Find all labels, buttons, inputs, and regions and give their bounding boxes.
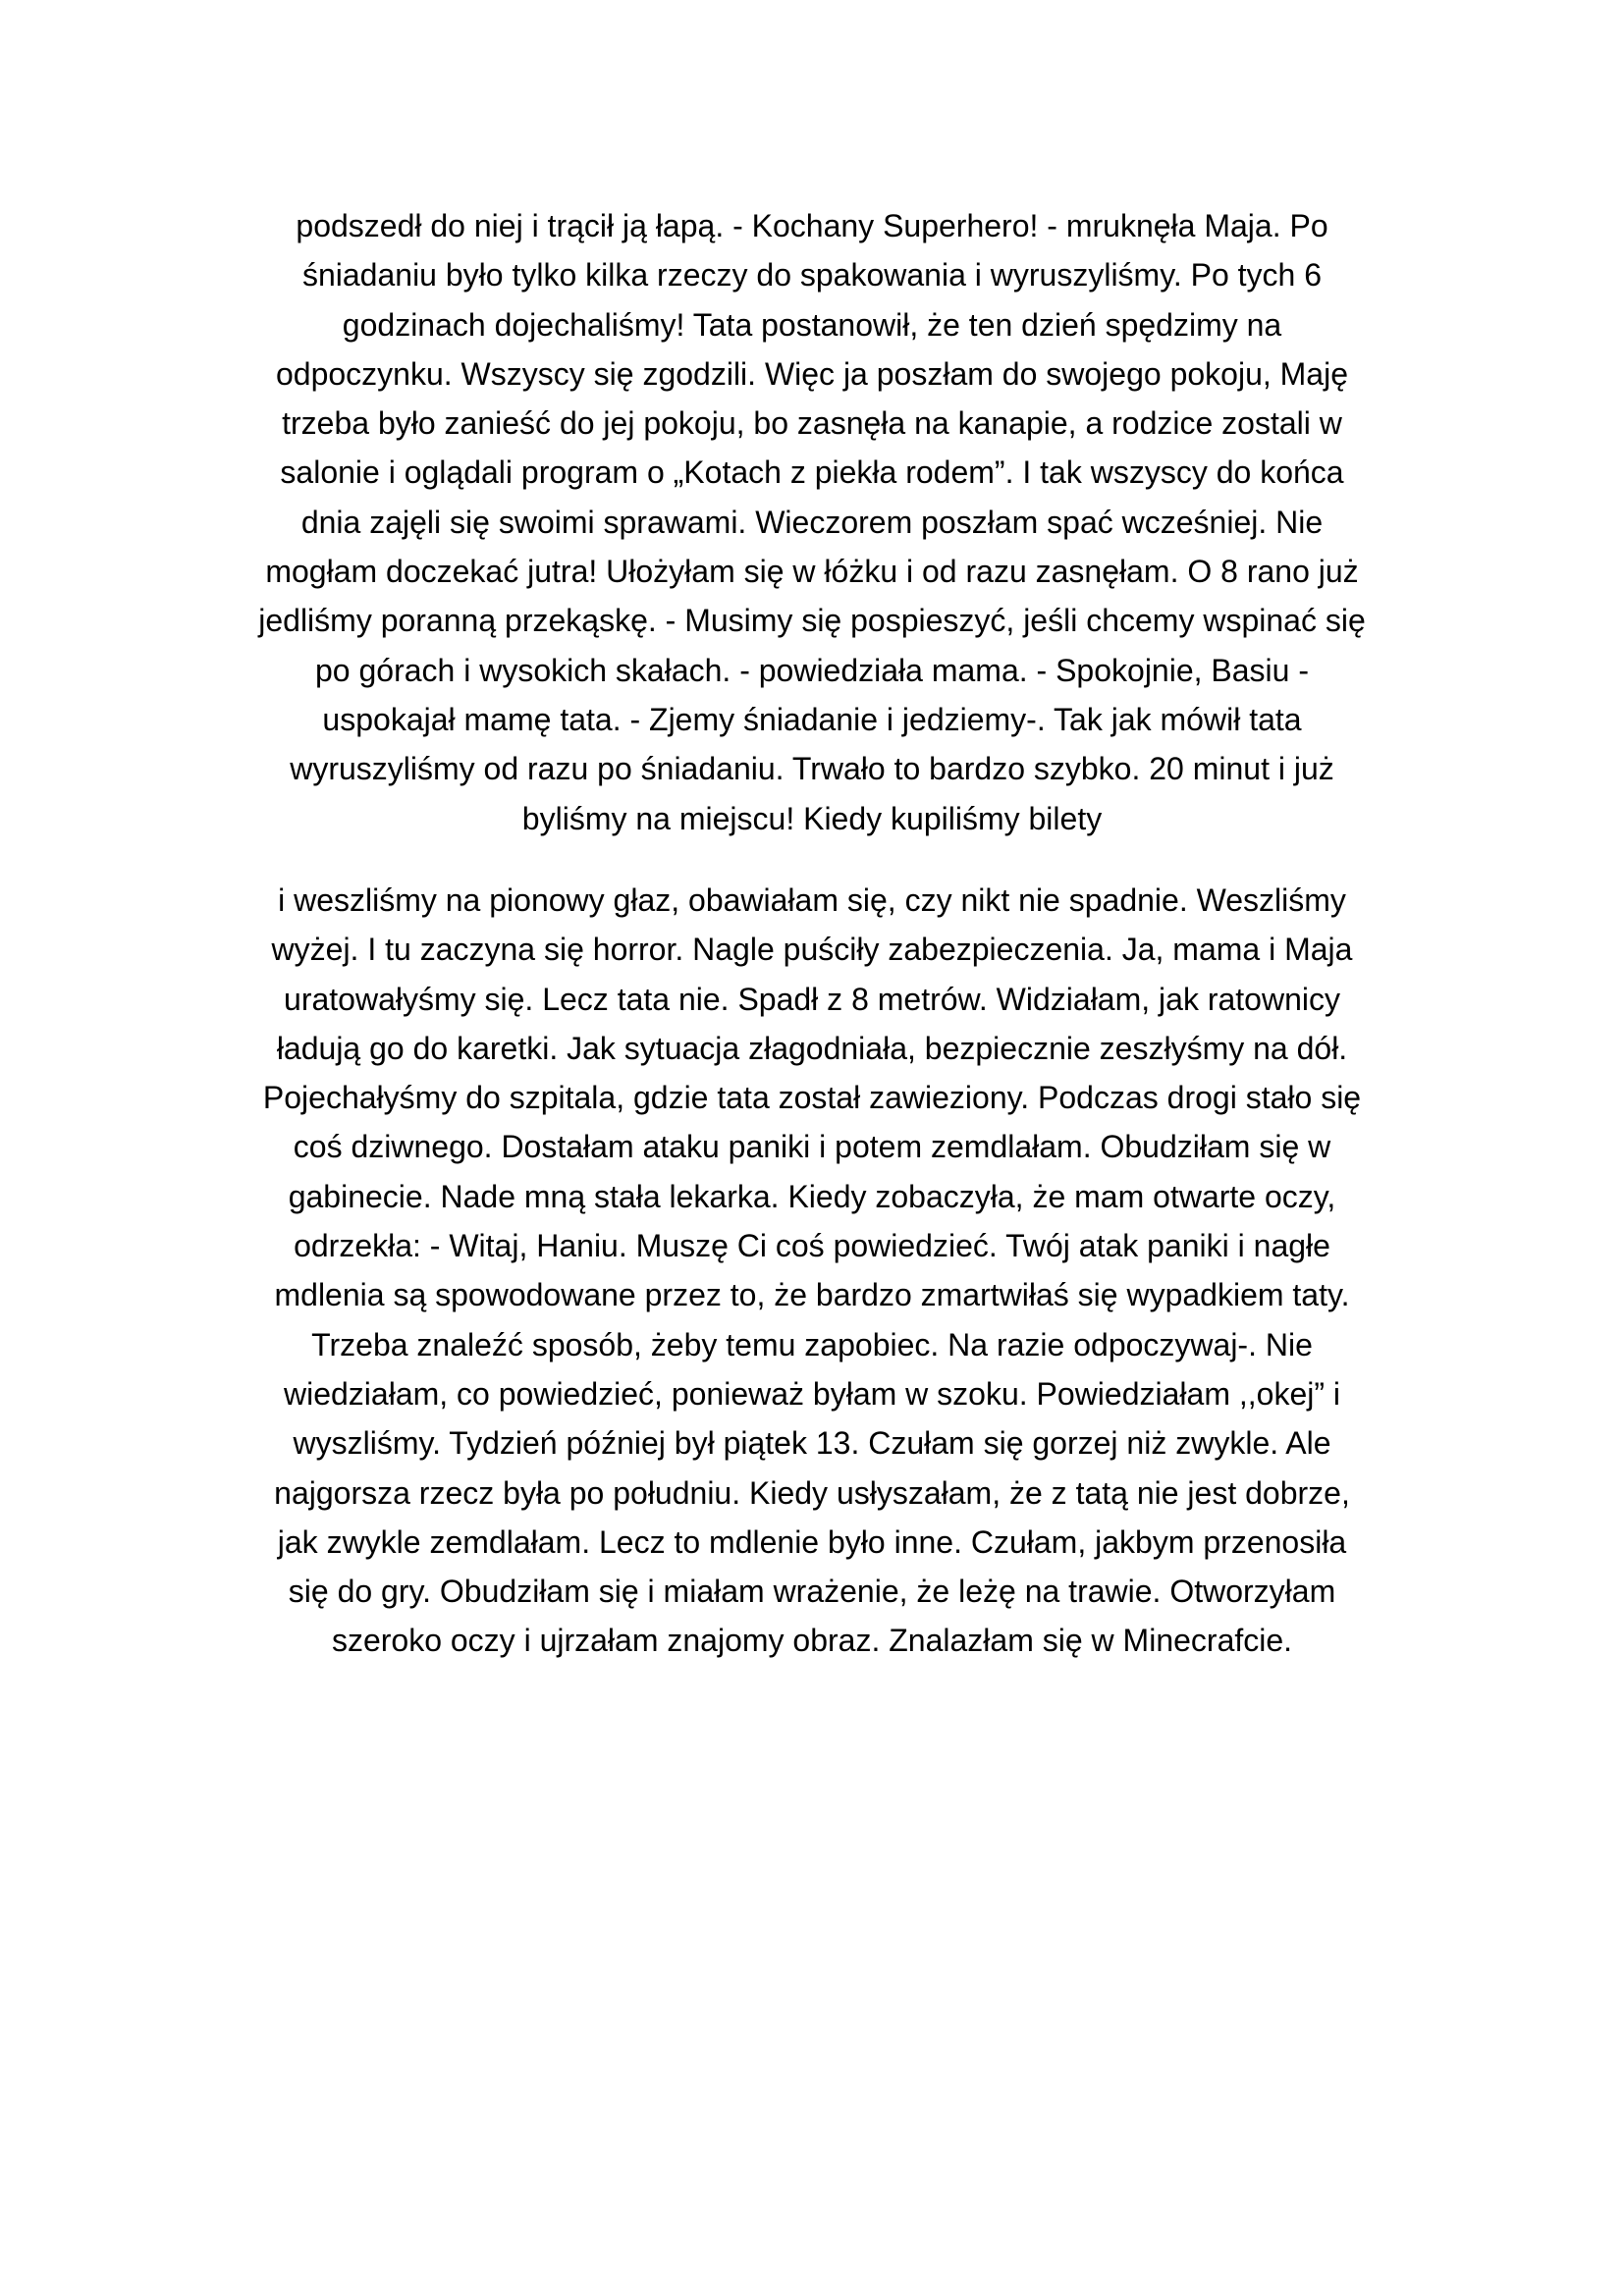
text-line: dnia zajęli się swoimi sprawami. Wieczorem poszłam spać wcześniej. Nie xyxy=(300,504,1324,540)
text-line: ładują go do karetki. Jak sytuacja złagodniała, bezpiecznie zeszłyśmy na dół. xyxy=(276,1030,1348,1066)
text-line: jedliśmy poranną przekąskę. - Musimy się pospieszyć, jeśli chcemy wspinać się xyxy=(258,603,1366,639)
text-line: gabinecie. Nade mną stała lekarka. Kiedy zobaczyła, że mam otwarte oczy, xyxy=(288,1178,1336,1214)
text-line: salonie i oglądali program o „Kotach z piekła rodem”. I tak wszyscy do końca xyxy=(280,454,1344,491)
text-line: uratowałyśmy się. Lecz tata nie. Spadł z 8 metrów. Widziałam, jak ratownicy xyxy=(284,981,1340,1017)
text-line: wyszliśmy. Tydzień później był piątek 13. Czułam się gorzej niż zwykle. Ale xyxy=(293,1425,1331,1462)
text-line: mogłam doczekać jutra! Ułożyłam się w łóżku i od razu zasnęłam. O 8 rano już xyxy=(265,554,1359,590)
text-line: wyruszyliśmy od razu po śniadaniu. Trwało to bardzo szybko. 20 minut i już xyxy=(290,751,1334,787)
text-line: mdlenia są spowodowane przez to, że bardzo zmartwiłaś się wypadkiem taty. xyxy=(274,1277,1350,1313)
text-line: Trzeba znaleźć sposób, żeby temu zapobiec. Na razie odpoczywaj-. Nie xyxy=(311,1326,1313,1362)
text-line: po górach i wysokich skałach. - powiedziała mama. - Spokojnie, Basiu - xyxy=(314,652,1309,688)
text-line: i weszliśmy na pionowy głaz, obawiałam się, czy nikt nie spadnie. Weszliśmy xyxy=(278,882,1346,918)
text-line: byliśmy na miejscu! Kiedy kupiliśmy bilety xyxy=(521,800,1103,836)
text-line: odrzekła: - Witaj, Haniu. Muszę Ci coś powiedzieć. Twój atak paniki i nagłe xyxy=(294,1228,1330,1264)
text-line: się do gry. Obudziłam się i miałam wrażenie, że leżę na trawie. Otworzyłam xyxy=(288,1574,1336,1610)
text-line: szeroko oczy i ujrzałam znajomy obraz. Znalazłam się w Minecrafcie. xyxy=(331,1623,1293,1659)
text-line: podszedł do niej i trącił ją łapą. - Kochany Superhero! - mruknęła Maja. Po xyxy=(296,208,1328,243)
text-line: wiedziałam, co powiedzieć, ponieważ byłam w szoku. Powiedziałam ,,okej” i xyxy=(283,1375,1340,1412)
paragraph-2 xyxy=(196,876,1428,1666)
text-line: godzinach dojechaliśmy! Tata postanowił, że ten dzień spędzimy na xyxy=(342,306,1282,343)
text-line: śniadaniu było tylko kilka rzeczy do spakowania i wyruszyliśmy. Po tych 6 xyxy=(301,257,1323,294)
text-line: wyżej. I tu zaczyna się horror. Nagle puściły zabezpieczenia. Ja, mama i Maja xyxy=(271,932,1353,968)
text-line: trzeba było zanieść do jej pokoju, bo zasnęła na kanapie, a rodzice zostali w xyxy=(282,405,1342,442)
text-line: odpoczynku. Wszyscy się zgodzili. Więc ja poszłam do swojego pokoju, Maję xyxy=(275,355,1348,392)
text-line: jak zwykle zemdlałam. Lecz to mdlenie było inne. Czułam, jakbym przenosiła xyxy=(277,1523,1347,1560)
paragraph-1 xyxy=(196,201,1428,843)
text-line: najgorsza rzecz była po południu. Kiedy usłyszałam, że z tatą nie jest dobrze, xyxy=(274,1474,1350,1511)
text-line: Pojechałyśmy do szpitala, gdzie tata został zawieziony. Podczas drogi stało się xyxy=(262,1080,1362,1116)
text-line: coś dziwnego. Dostałam ataku paniki i potem zemdlałam. Obudziłam się w xyxy=(293,1129,1331,1165)
text-line: uspokajał mamę tata. - Zjemy śniadanie i jedziemy-. Tak jak mówił tata xyxy=(322,701,1302,737)
